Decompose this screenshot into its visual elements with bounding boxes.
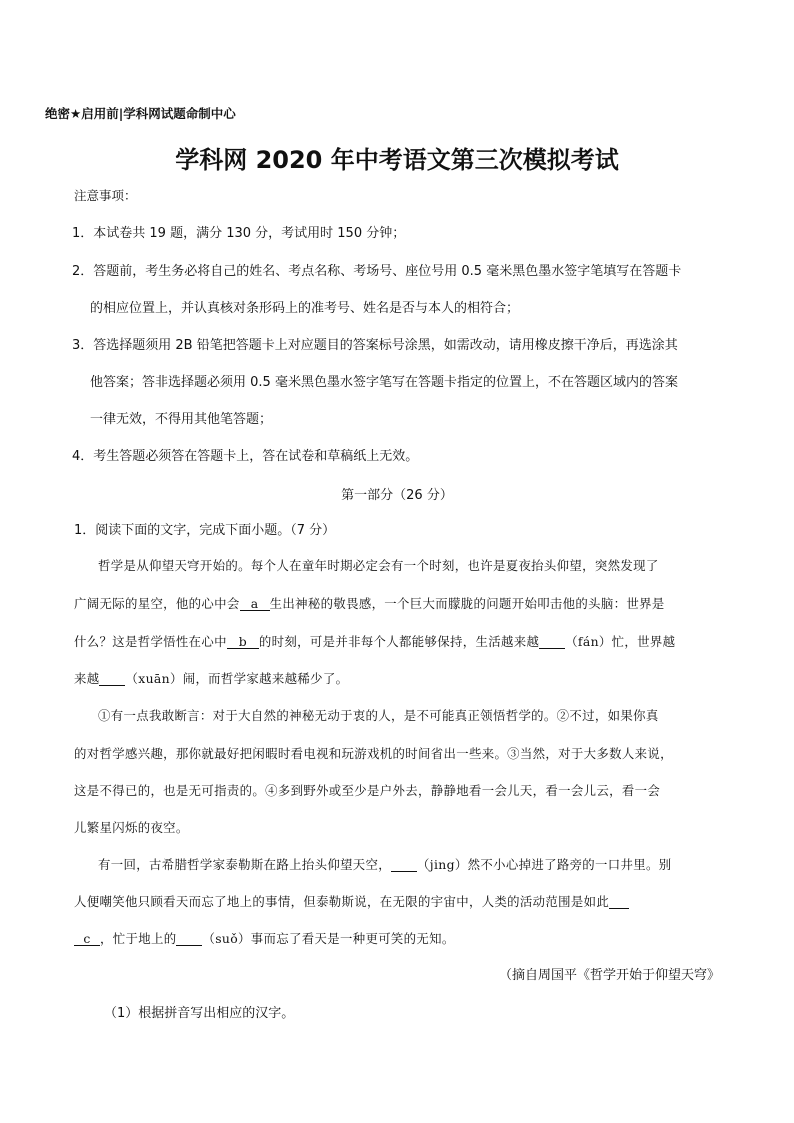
- passage-line: [98, 855, 672, 873]
- passage-line: [74, 929, 455, 947]
- blank-b: b: [227, 635, 259, 649]
- question-1: 1．阅读下面的文字，完成下面小题。（7 分）: [74, 523, 336, 538]
- passage-text: 有一回，古希腊哲学家泰勒斯在路上抬头仰望天空，: [98, 857, 392, 872]
- passage-text: 广阔无际的星空，他的心中会: [74, 596, 240, 611]
- blank-jing: [391, 858, 417, 872]
- blank-suo: [176, 932, 202, 946]
- passage-text: 的时刻，可是并非每个人都能够保持，生活越来越: [258, 634, 540, 649]
- passage-text: （jing）然不小心掉进了路旁的一口井里。别: [417, 857, 672, 872]
- notice-item-3-cont: 他答案；答非选择题必须用 0.5 毫米黑色墨水签字笔写在答题卡指定的位置上，不在答题区域内的答案: [90, 375, 678, 390]
- passage-text: （xuān）闹，而哲学家越来越稀少了。: [125, 671, 349, 686]
- blank-xuan: [99, 672, 125, 686]
- passage-text: 什么？这是哲学悟性在心中: [74, 634, 227, 649]
- passage-line: 哲学是从仰望天穹开始的。每个人在童年时期必定会有一个时刻，也许是夏夜抬头仰望，突然发现了: [98, 558, 659, 573]
- notice-item-1: 1．本试卷共 19 题，满分 130 分，考试用时 150 分钟；: [72, 226, 406, 241]
- blank-c: c: [74, 932, 100, 946]
- subquestion-1: （1）根据拼音写出相应的汉字。: [104, 1006, 295, 1021]
- notice-heading: 注意事项：: [74, 188, 137, 203]
- passage-text: （fán）忙，世界越: [565, 634, 676, 649]
- source-citation: （摘自周国平《哲学开始于仰望天穹》: [498, 968, 720, 983]
- blank-a: a: [240, 597, 270, 611]
- notice-item-3: 3．答选择题须用 2B 铅笔把答题卡上对应题目的答案标号涂黑，如需改动，请用橡皮擦干净后，再选涂其: [72, 338, 678, 353]
- passage-line: 儿繁星闪烁的夜空。: [74, 820, 189, 835]
- passage-text: 人便嘲笑他只顾看天而忘了地上的事情，但泰勒斯说，在无限的宇宙中，人类的活动范围是如此: [74, 894, 610, 909]
- section-heading: 第一部分（26 分）: [341, 488, 453, 503]
- passage-line: 这是不得已的，也是无可指责的。④多到野外或至少是户外去，静静地看一会儿天，看一会儿云，看一会: [74, 783, 661, 798]
- notice-item-2-cont: 的相应位置上，并认真核对条形码上的准考号、姓名是否与本人的相符合；: [90, 301, 520, 316]
- passage-line: [74, 594, 665, 612]
- passage-text: 生出神秘的敬畏感，一个巨大而朦胧的问题开始叩击他的头脑：世界是: [269, 596, 665, 611]
- notice-item-4: 4．考生答题必须答在答题卡上，答在试卷和草稿纸上无效。: [72, 449, 419, 464]
- passage-line: [74, 892, 629, 910]
- page-title: 学科网 2020 年中考语文第三次模拟考试: [175, 146, 619, 174]
- notice-item-2: 2．答题前，考生务必将自己的姓名、考点名称、考场号、座位号用 0.5 毫米黑色墨水签字笔填写在答题卡: [72, 264, 682, 279]
- blank-fan: [539, 635, 565, 649]
- passage-line: [74, 632, 675, 650]
- passage-line: [74, 669, 348, 687]
- passage-text: （suǒ）事而忘了看天是一种更可笑的无知。: [202, 931, 455, 946]
- passage-text: 来越: [74, 671, 100, 686]
- notice-item-3-cont2: 一律无效，不得用其他笔答题；: [90, 412, 273, 427]
- header-note: 绝密★启用前|学科网试题命制中心: [45, 106, 236, 121]
- passage-text: ，忙于地上的: [100, 931, 177, 946]
- passage-line: 的对哲学感兴趣，那你就最好把闲暇时看电视和玩游戏机的时间省出一些来。③当然，对于大多数人来说，: [74, 746, 673, 761]
- blank-c-start: [609, 895, 629, 909]
- passage-line: ①有一点我敢断言：对于大自然的神秘无动于衷的人，是不可能真正领悟哲学的。②不过，如果你真: [98, 708, 659, 723]
